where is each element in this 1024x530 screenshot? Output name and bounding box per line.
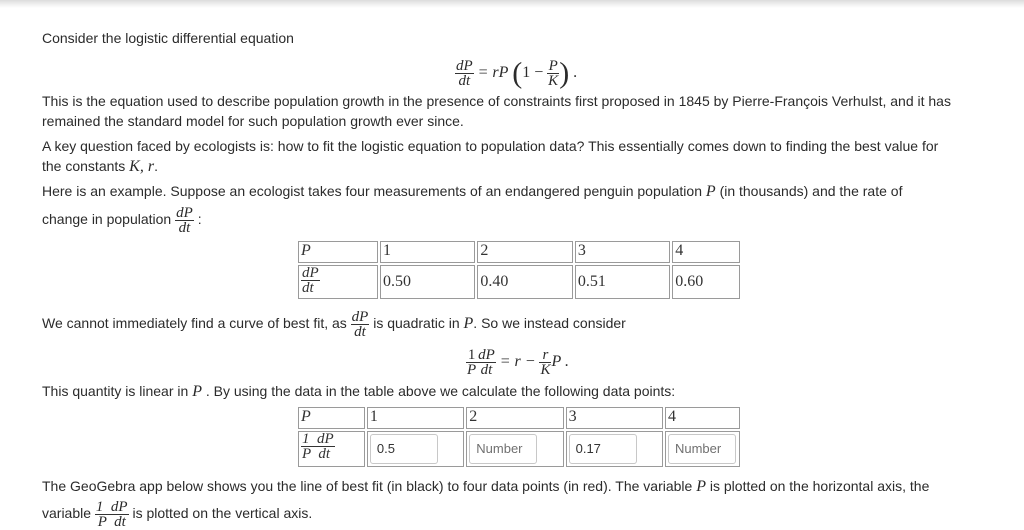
table-header-p: P (298, 241, 378, 263)
data-point-input-2[interactable]: Number (469, 434, 537, 464)
paragraph-example-line2: change in population $\frac{dP}{dt}$ : (42, 204, 202, 236)
paragraph-linear: This quantity is linear in P . By using the data in the table above we calculate the following data points: (42, 383, 676, 400)
window-top-shadow (0, 0, 1024, 8)
dp-dt-fraction: $\frac{dP}{dt}$ (456, 57, 473, 89)
table-cell-dpdt: 0.51 (575, 265, 670, 299)
left-paren: ( (512, 56, 523, 90)
eq1-rp: = rP (477, 64, 509, 81)
table-row (298, 431, 740, 467)
logistic-equation (455, 56, 577, 88)
table-cell-dpdt: 0.40 (477, 265, 572, 299)
eq1-period: . (573, 64, 578, 81)
data-point-input-1[interactable]: 0.5 (370, 434, 438, 464)
p-over-k-fraction: $\frac{P}{K}$ (548, 57, 559, 89)
paragraph-geogebra-line1: The GeoGebra app below shows you the line of best fit (in black) to four data points (in red). The variable P is plotted on the horizontal axis, the (42, 478, 930, 495)
paragraph-geogebra-line2: variable $\frac{1 dP}{\text{P dt}}$ is plotted on the vertical axis. (42, 498, 313, 530)
paragraph-key-question-line1: A key question faced by ecologists is: how to fit the logistic equation to population data? This essentially comes down to finding the best value for (42, 138, 939, 154)
linearized-equation: $\frac{1}{P}$ $\frac{dP}{dt}$ = r − $\frac{r}{K}$ P . (467, 346, 569, 378)
right-paren: ) (559, 56, 570, 90)
table-header-dpdt: $\frac{dP}{dt}$ (298, 265, 378, 299)
paragraph-example-line1: Here is an example. Suppose an ecologist takes four measurements of an endangered penguin population P (in thousands) and the rate of (42, 183, 903, 200)
table-cell-p: 3 (575, 241, 670, 263)
population-data-table (296, 239, 742, 301)
table-row (298, 241, 740, 263)
paragraph-quadratic: We cannot immediately find a curve of best fit, as $\frac{dP}{dt}$ is quadratic in P. So we instead consider (42, 308, 626, 340)
table-cell-p: 1 (380, 241, 475, 263)
constants-k-r: K, r (129, 158, 155, 175)
paragraph-verhulst-line2: remained the standard model for such population growth ever since. (42, 113, 464, 129)
table-row (298, 407, 740, 429)
paragraph-verhulst-line1: This is the equation used to describe population growth in the presence of constraints first proposed in 1845 by Pierre-François Verhulst, and it has (42, 93, 951, 109)
eq1-one-minus: 1 − (522, 64, 544, 81)
data-point-input-3[interactable]: 0.17 (569, 434, 637, 464)
table-row (298, 265, 740, 299)
table-cell-dpdt: 0.50 (380, 265, 475, 299)
table-cell-p: 3 (566, 407, 663, 429)
table-header-p: P (298, 407, 365, 429)
table-cell-p: 1 (367, 407, 464, 429)
data-point-input-4[interactable]: Number (668, 434, 736, 464)
table-cell-p: 2 (466, 407, 563, 429)
table-cell-input (665, 431, 740, 467)
table-cell-input (466, 431, 563, 467)
linearized-data-table (296, 405, 742, 469)
table-cell-dpdt: 0.60 (672, 265, 740, 299)
table-cell-input (566, 431, 663, 467)
table-header-inv-p-dpdt: $\frac{1 dP}{\text{P dt}}$ (298, 431, 365, 467)
table-cell-p: 2 (477, 241, 572, 263)
table-cell-p: 4 (672, 241, 740, 263)
intro-text: Consider the logistic differential equation (42, 30, 294, 46)
paragraph-key-question-line2: the constants K, r. (42, 158, 158, 175)
table-cell-p: 4 (665, 407, 740, 429)
table-cell-input (367, 431, 464, 467)
